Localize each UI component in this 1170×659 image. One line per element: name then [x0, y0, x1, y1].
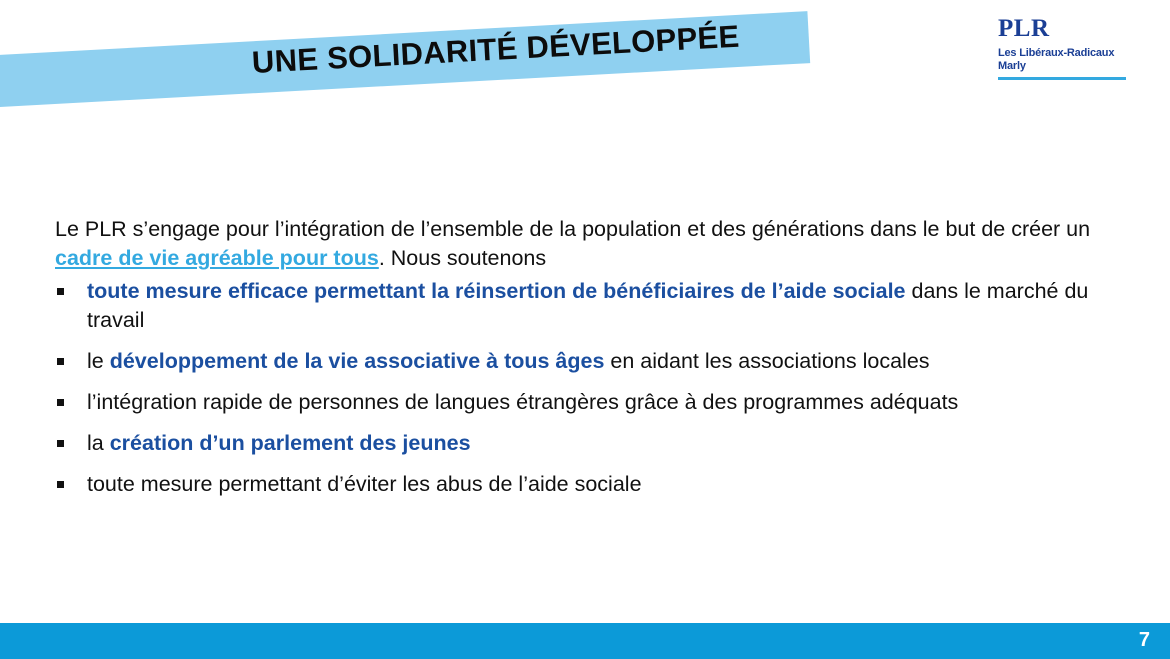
- slide-title: UNE SOLIDARITÉ DÉVELOPPÉE: [251, 18, 741, 80]
- bullet-text: le: [87, 349, 110, 373]
- bullet-square-icon: [57, 440, 64, 447]
- bullet-item: [55, 429, 1125, 458]
- bullet-text: dans le marché du travail: [87, 279, 1089, 332]
- page-number: 7: [1138, 629, 1150, 651]
- slide-content: [55, 215, 1125, 511]
- bullet-item: [55, 470, 1125, 499]
- bullet-highlight: toute mesure efficace permettant la réinsertion de bénéficiaires de l’aide sociale: [87, 279, 906, 303]
- intro-text-after: . Nous soutenons: [378, 246, 547, 270]
- bullet-text: la: [87, 431, 110, 455]
- bullet-text: en aidant les associations locales: [604, 349, 930, 373]
- bullet-square-icon: [57, 358, 64, 365]
- logo-line1: Les Libéraux-Radicaux: [998, 47, 1115, 59]
- bullet-text: toute mesure permettant d’éviter les abus de l’aide sociale: [87, 472, 642, 496]
- footer-bar: [0, 623, 1170, 659]
- bullet-highlight: création d’un parlement des jeunes: [109, 431, 471, 455]
- bullet-square-icon: [57, 399, 64, 406]
- bullet-item: [55, 347, 1125, 376]
- bullet-item: [55, 388, 1125, 417]
- bullet-square-icon: [57, 481, 64, 488]
- bullet-item: [55, 277, 1125, 335]
- intro-text-before: Le PLR s’engage pour l’intégration de l’ensemble de la population et des générations dans le but de créer un: [55, 217, 1091, 241]
- intro-link[interactable]: cadre de vie agréable pour tous: [55, 246, 379, 270]
- bullet-list: [55, 277, 1125, 499]
- bullet-square-icon: [57, 288, 64, 295]
- logo-mark: PLR: [998, 15, 1050, 42]
- logo-underline: [998, 77, 1126, 80]
- plr-logo: [998, 16, 1128, 80]
- intro-paragraph: [55, 215, 1125, 273]
- bullet-text: l’intégration rapide de personnes de langues étrangères grâce à des programmes adéquats: [87, 390, 959, 414]
- bullet-highlight: développement de la vie associative à tous âges: [109, 349, 605, 373]
- logo-line2: Marly: [998, 60, 1026, 72]
- logo-subtitle: [998, 47, 1128, 73]
